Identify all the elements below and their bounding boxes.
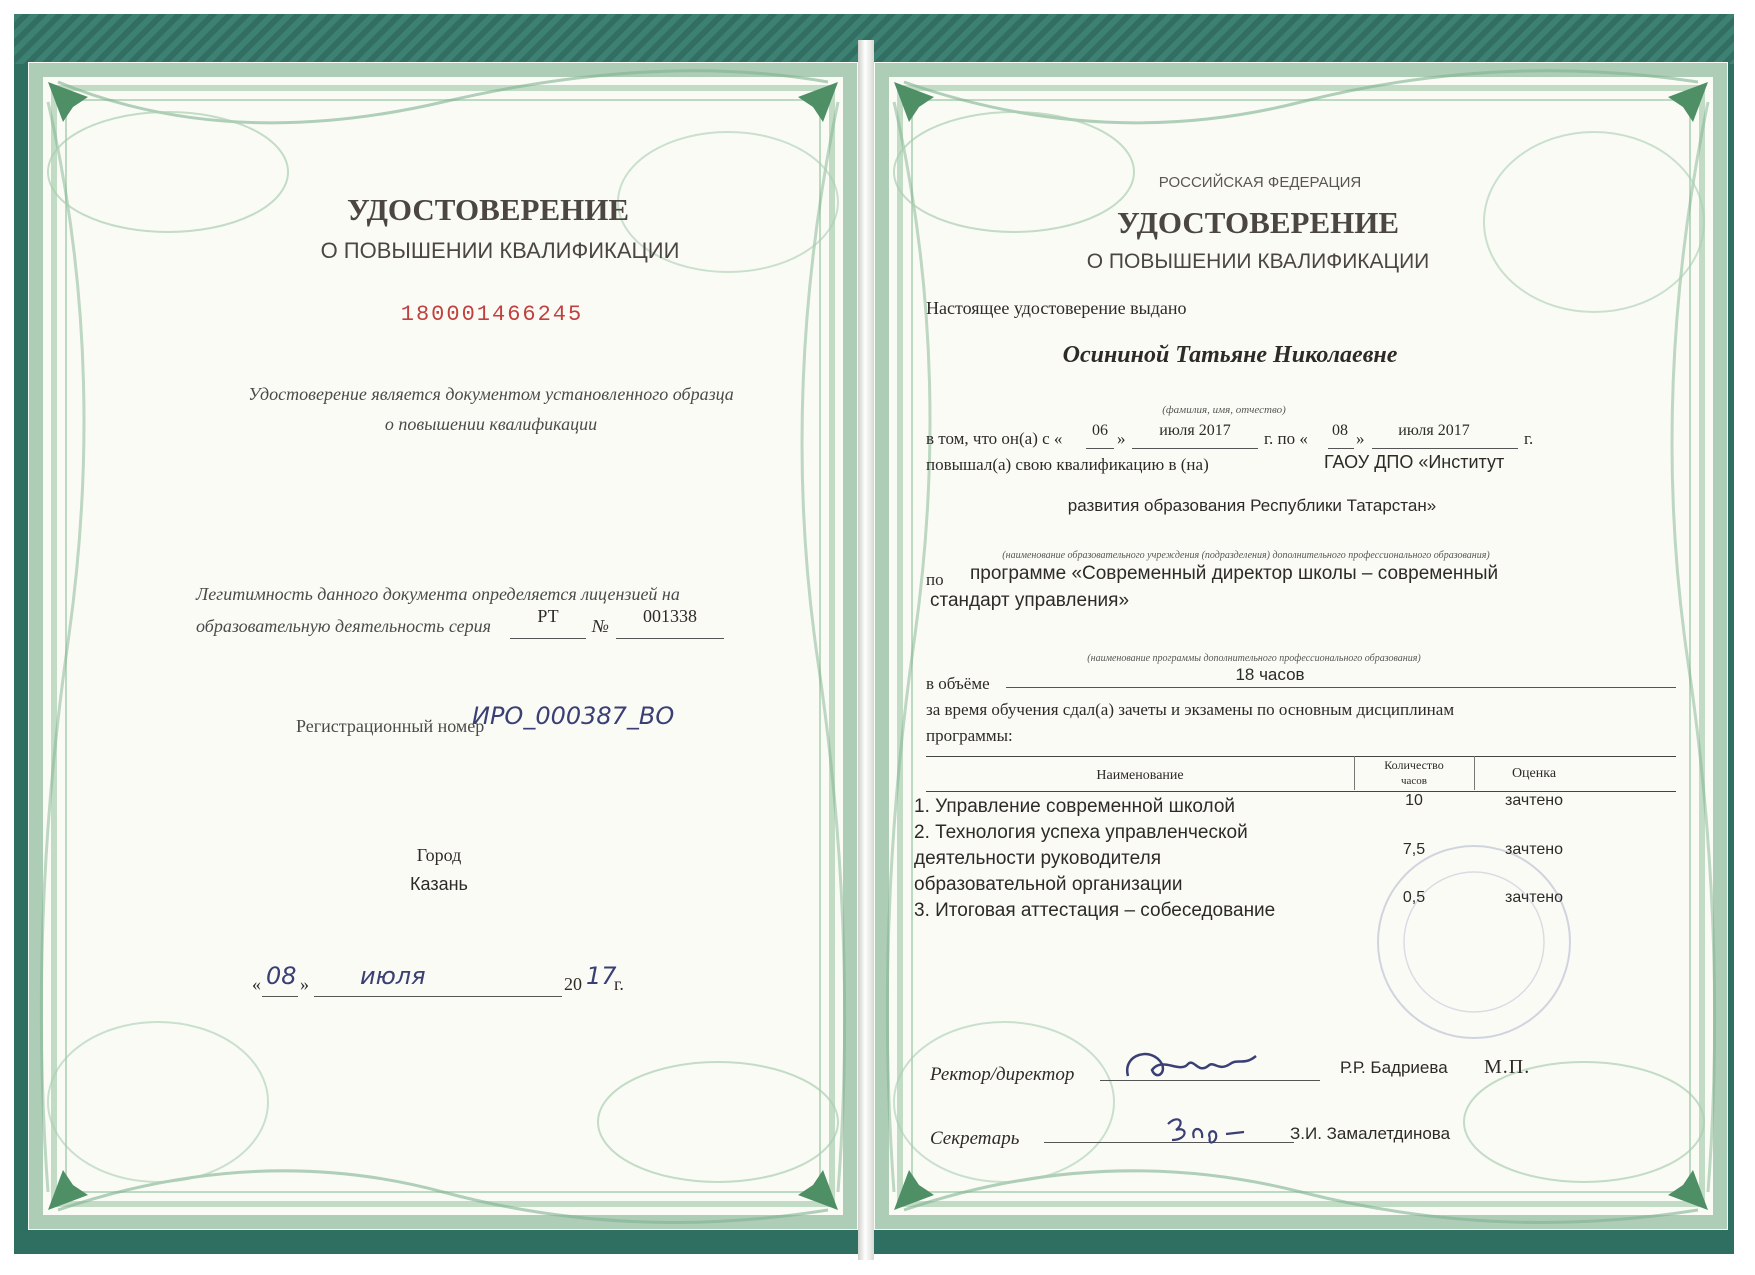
city-label: Город	[416, 845, 462, 865]
end-month-underline	[1372, 448, 1518, 449]
header-hours-line-1: Количество	[1384, 758, 1444, 772]
date-day: 08	[266, 962, 297, 990]
left-page	[28, 62, 858, 1230]
left-subtitle: О ПОВЫШЕНИИ КВАЛИФИКАЦИИ	[320, 238, 680, 263]
period-mid: г. по «	[1264, 429, 1308, 448]
institution-line-1: ГАОУ ДПО «Институт	[1324, 452, 1505, 472]
right-subtitle: О ПОВЫШЕНИИ КВАЛИФИКАЦИИ	[1086, 250, 1430, 273]
period-suffix: г.	[1524, 429, 1534, 448]
start-month-underline	[1132, 448, 1258, 449]
serial-number: 180001466245	[400, 302, 584, 327]
stamp-place-label: М.П.	[1484, 1056, 1531, 1078]
license-number-sign: №	[592, 616, 609, 636]
statement-line-2: о повышении квалификации	[384, 414, 598, 434]
volume-label: в объёме	[926, 674, 990, 693]
volume-value: 18 часов	[1235, 665, 1305, 684]
date-close-quote: »	[300, 974, 309, 994]
cover-texture	[14, 14, 1734, 64]
table-row-1-name: 1. Управление современной школой	[914, 796, 1236, 817]
exams-line-2: программы:	[926, 726, 1013, 745]
city-value: Казань	[410, 874, 468, 894]
end-month-year: июля 2017	[1398, 422, 1470, 439]
program-prefix: по	[926, 570, 944, 589]
statement-line-1: Удостоверение является документом установленного образца	[248, 384, 734, 404]
license-line-1: Легитимность данного документа определяется лицензией на	[196, 584, 680, 604]
date-year-unit: г.	[614, 974, 624, 994]
program-line-1: программе «Современный директор школы – современный	[970, 563, 1499, 584]
left-title: УДОСТОВЕРЕНИЕ	[346, 192, 630, 227]
license-series-underline	[510, 638, 586, 639]
table-row-2-hours: 7,5	[1402, 841, 1426, 858]
right-page	[874, 62, 1728, 1230]
rector-signature	[1122, 1046, 1262, 1088]
secretary-signature	[1164, 1112, 1254, 1146]
book-spine	[858, 40, 874, 1260]
start-month-year: июля 2017	[1159, 422, 1231, 439]
secretary-name: З.И. Замалетдинова	[1290, 1124, 1451, 1143]
end-quote-close: »	[1356, 429, 1365, 448]
reg-number-label: Регистрационный номер	[296, 716, 485, 736]
recipient-name: Осининой Татьяне Николаевне	[1062, 342, 1398, 368]
name-caption: (фамилия, имя, отчество)	[1162, 404, 1286, 416]
table-row-1-hours: 10	[1405, 792, 1423, 809]
table-row-3-hours: 0,5	[1402, 889, 1426, 906]
rector-name: Р.Р. Бадриева	[1340, 1058, 1448, 1077]
start-day-underline	[1086, 448, 1114, 449]
table-row-2-name-line-1: 2. Технология успеха управленческой	[914, 822, 1248, 843]
date-month: июля	[360, 962, 426, 990]
table-row-1-grade: зачтено	[1505, 792, 1563, 809]
qualification-prefix: повышал(а) свою квалификацию в (на)	[926, 455, 1209, 474]
end-day: 08	[1332, 422, 1348, 439]
date-year-prefix: 20	[564, 974, 582, 994]
license-number-underline	[616, 638, 724, 639]
license-series: РТ	[537, 606, 559, 626]
reg-number-value: ИРО_000387_ВО	[472, 702, 675, 730]
program-line-2: стандарт управления»	[930, 590, 1130, 611]
period-prefix: в том, что он(а) с «	[926, 429, 1063, 448]
institution-line-2: развития образования Республики Татарстан»	[1067, 496, 1437, 515]
header-grade: Оценка	[1511, 766, 1557, 781]
stamp-impression	[1378, 846, 1570, 1038]
institution-caption: (наименование образовательного учреждения (подразделения) дополнительного профессионального образования)	[1002, 550, 1490, 561]
date-open-quote: «	[252, 974, 261, 994]
header-divider-1	[1354, 756, 1355, 790]
date-month-underline	[314, 996, 562, 997]
table-row-3-name: 3. Итоговая аттестация – собеседование	[914, 900, 1276, 921]
table-row-2-grade: зачтено	[1505, 841, 1563, 858]
header-name: Наименование	[1096, 768, 1184, 783]
exams-line-1: за время обучения сдал(а) зачеты и экзамены по основным дисциплинам	[926, 700, 1455, 719]
header-hours-line-2: часов	[1401, 775, 1427, 787]
right-title: УДОСТОВЕРЕНИЕ	[1116, 205, 1400, 240]
issued-label: Настоящее удостоверение выдано	[926, 298, 1187, 318]
license-number: 001338	[643, 606, 697, 626]
start-day: 06	[1092, 422, 1108, 439]
date-day-underline	[262, 996, 298, 997]
program-caption: (наименование программы дополнительного профессионального образования)	[1087, 653, 1421, 664]
grades-table-header	[926, 756, 1676, 792]
date-year-suffix: 17	[586, 962, 617, 990]
end-day-underline	[1328, 448, 1354, 449]
table-row-2-name-line-2: деятельности руководителя	[914, 848, 1161, 869]
license-line-2: образовательную деятельность серия	[196, 616, 491, 636]
start-quote-close: »	[1117, 429, 1126, 448]
table-row-2-name-line-3: образовательной организации	[914, 874, 1183, 895]
header-divider-2	[1474, 756, 1475, 790]
secretary-label: Секретарь	[930, 1128, 1020, 1149]
volume-underline	[1006, 687, 1676, 688]
rector-label: Ректор/директор	[930, 1064, 1075, 1085]
table-row-3-grade: зачтено	[1505, 889, 1563, 906]
country-label: РОССИЙСКАЯ ФЕДЕРАЦИЯ	[1158, 174, 1362, 191]
